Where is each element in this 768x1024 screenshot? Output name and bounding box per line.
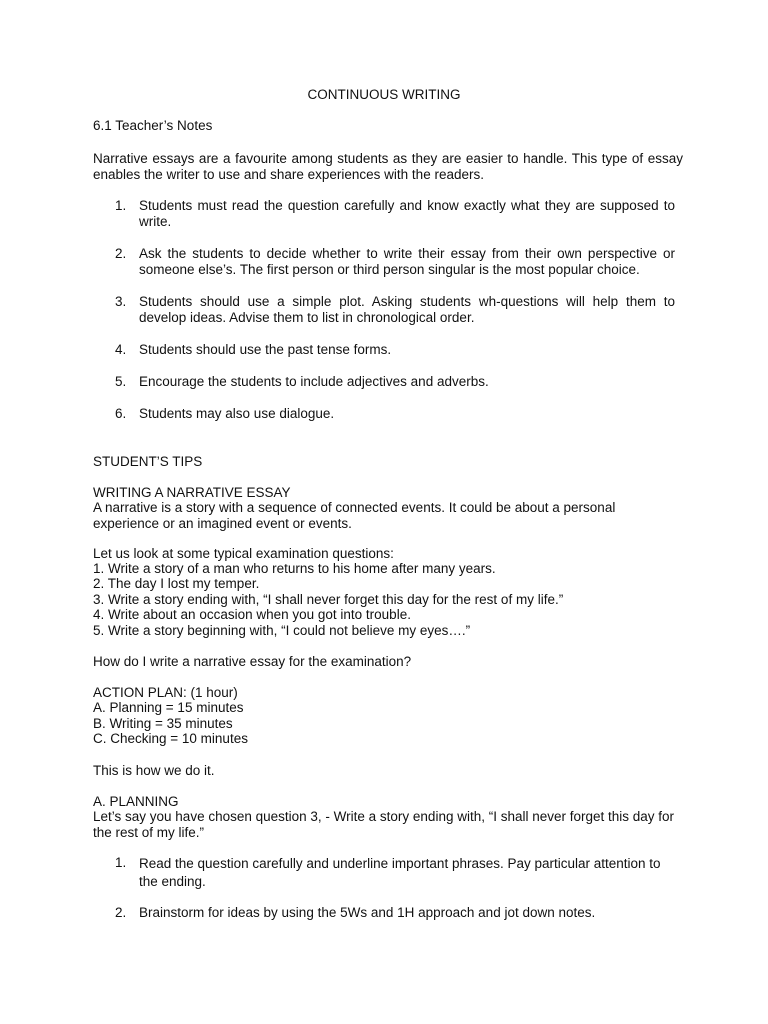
action-plan-heading: ACTION PLAN: (1 hour) [93, 685, 238, 700]
list-item: 3. Write a story ending with, “I shall never forget this day for the rest of my life.” [93, 591, 564, 607]
document-title: CONTINUOUS WRITING [307, 87, 461, 102]
section-heading: 6.1 Teacher’s Notes [93, 118, 213, 133]
action-plan [93, 685, 248, 747]
how-we-do-text: This is how we do it. [93, 763, 215, 778]
list-item: 1. Write a story of a man who returns to his home after many years. [93, 561, 496, 576]
planning-heading: A. PLANNING [93, 794, 179, 809]
action-plan-item: B. Writing = 35 minutes [93, 715, 233, 731]
how-question: How do I write a narrative essay for the examination? [93, 654, 412, 669]
list-item: 4. Write about an occasion when you got into trouble. [93, 607, 411, 623]
planning-intro: Let’s say you have chosen question 3, - Write a story ending with, “I shall never forget this day for the rest of my life.” [93, 809, 675, 840]
action-plan-item: C. Checking = 10 minutes [93, 731, 248, 747]
intro-paragraph: Narrative essays are a favourite among students as they are easier to handle. This type of essay enables the writer to use and share experiences with the readers. [93, 151, 683, 182]
students-tips-heading: STUDENT’S TIPS [93, 454, 203, 469]
exam-questions-list [93, 561, 563, 638]
document-page: CONTINUOUS WRITING 6.1 Teacher’s Notes Narrative essays are a favourite among students as they are easier to handle. This type of essay enables the writer to use and share experiences with the readers. 1. Students must read the question carefully and know exactly what they are supposed to write. 2. Ask the students to decide whether to write their essay from their own perspective or someone else’s. The first person or third person singular is the most popular choice. 3. Students should use a simple plot. Asking students wh-questions will help them to develop ideas. Advise them to list in chronological order. 4. Students should use the past tense forms. 5. Encourage the students to include adjectives and adverbs. 6. Students may also use dialogue. STUDENT’S TIPS WRITING A NARRATIVE ESSAY A narrative is a story with a sequence of connected events. It could be about a personal experience or an imagined event or events. Let us look at some typical examination questions: 1. Write a story of a man who returns to his home after many years. 2. The day I lost my temper. 3. Write a story ending with, “I shall never forget this day for the rest of my life.” 4. Write about an occasion when you got into trouble. 5. Write a story beginning with, “I could not believe my eyes….” How do I write a narrative essay for the examination? ACTION PLAN: (1 hour) A. Planning = 15 minutes B. Writing = 35 minutes C. Checking = 10 minutes This is how we do it. A. PLANNING Let’s say you have chosen question 3, - Write a story ending with, “I shall never forget this day for the rest of my life.” 1. Read the question carefully and underline important phrases. Pay particular attention to the ending. 2. Brainstorm for ideas by using the 5Ws and 1H approach and jot down notes. [0, 0, 768, 1024]
narrative-definition: A narrative is a story with a sequence of connected events. It could be about a personal experience or an imagined event or events. [93, 500, 616, 531]
narrative-heading: WRITING A NARRATIVE ESSAY [93, 485, 291, 500]
action-plan-item: A. Planning = 15 minutes [93, 700, 244, 716]
list-item: 5. Write a story beginning with, “I could not believe my eyes….” [93, 622, 471, 638]
list-item: 2. The day I lost my temper. [93, 576, 260, 592]
exam-intro: Let us look at some typical examination questions: [93, 546, 394, 561]
